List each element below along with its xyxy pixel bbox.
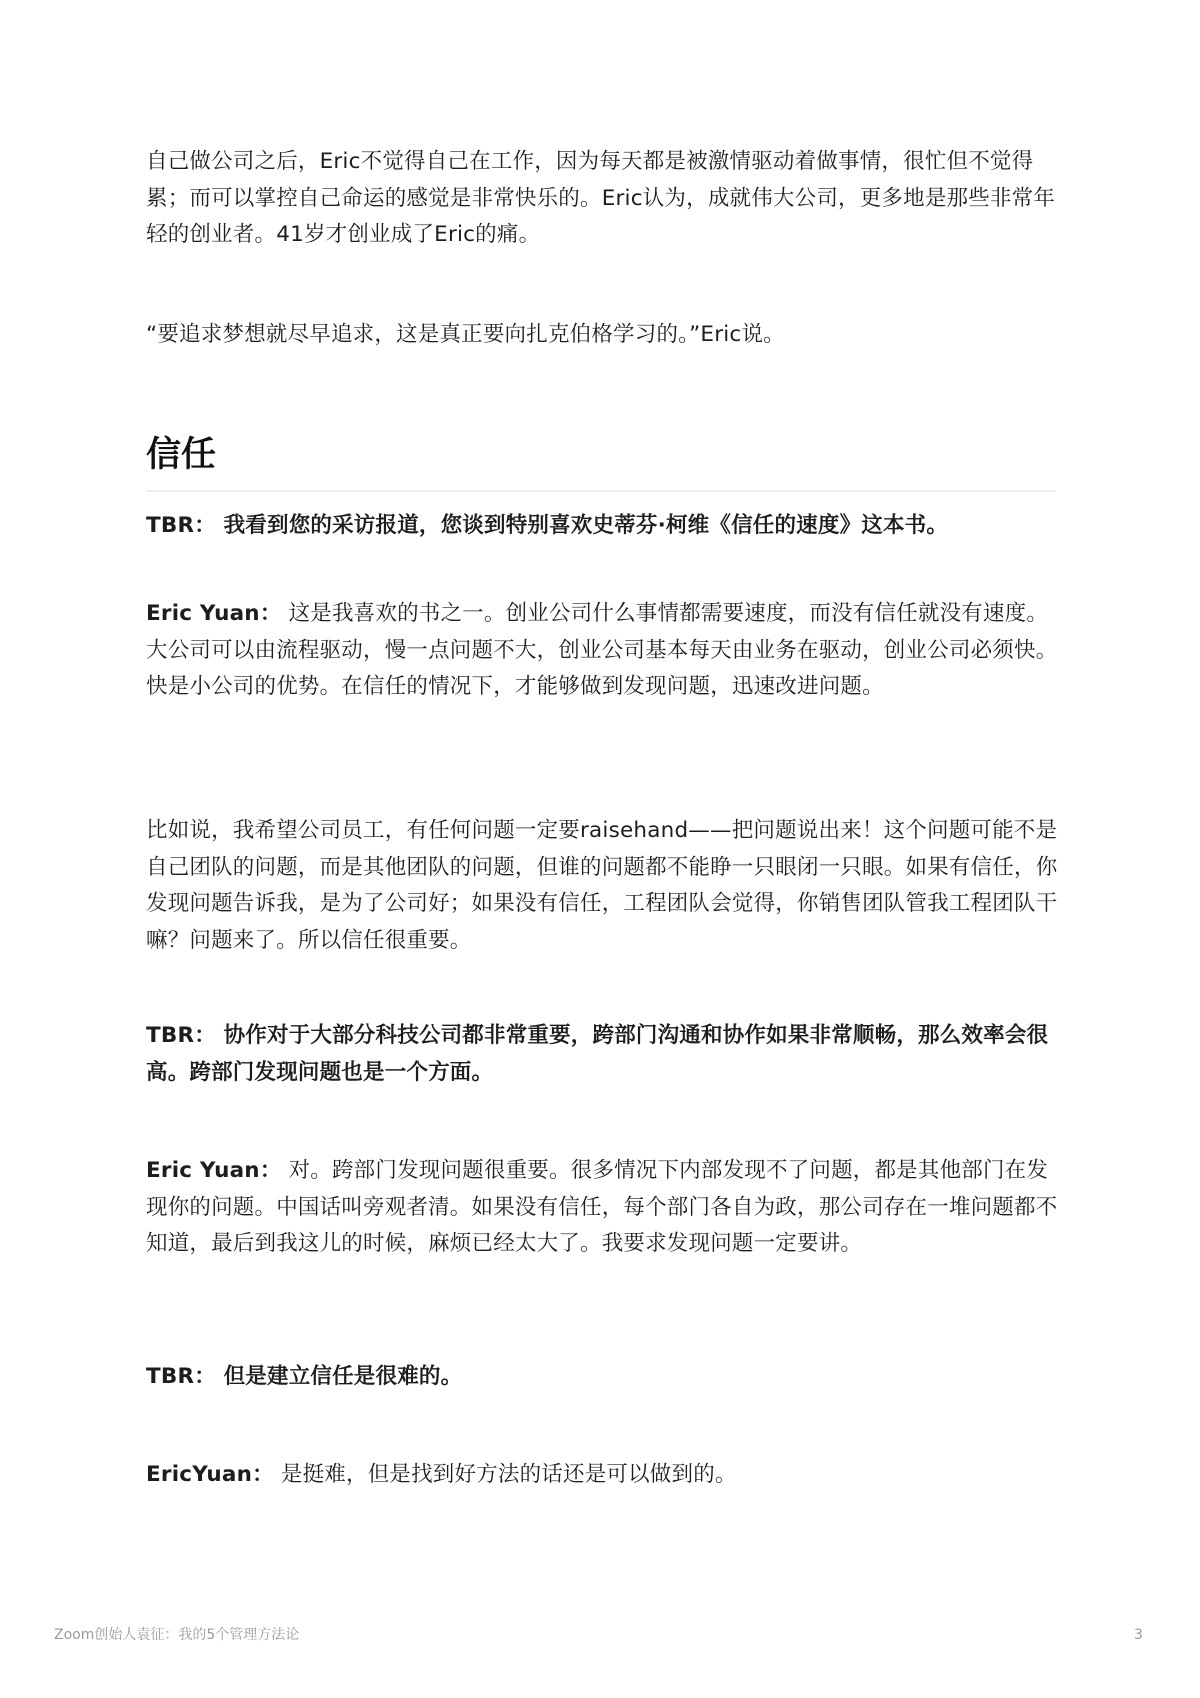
- speaker-label: Eric Yuan：: [146, 1158, 282, 1183]
- footer-page-number: 3: [1134, 1627, 1143, 1643]
- dialogue-answer-continued: [146, 813, 1058, 959]
- dialogue-text: 我看到您的采访报道，您谈到特别喜欢史蒂芬·柯维《信任的速度》这本书。: [223, 513, 949, 538]
- dialogue-text: 协作对于大部分科技公司都非常重要，跨部门沟通和协作如果非常顺畅，那么效率会很高。跨部门发现问题也是一个方面。: [146, 1023, 1049, 1085]
- dialogue-answer: [146, 1153, 1058, 1263]
- speaker-label: TBR：: [146, 1023, 216, 1048]
- dialogue-answer: [146, 596, 1058, 706]
- section-heading: 信任: [146, 435, 217, 475]
- quote-paragraph: “要追求梦想就尽早追求，这是真正要向扎克伯格学习的。”Eric说。: [146, 322, 785, 347]
- dialogue-question: [146, 1359, 1058, 1396]
- dialogue-text: 但是建立信任是很难的。: [223, 1364, 463, 1389]
- speaker-label: TBR：: [146, 1364, 216, 1389]
- dialogue-answer: [146, 1457, 1058, 1494]
- dialogue-question: [146, 508, 1058, 545]
- speaker-label: TBR：: [146, 513, 216, 538]
- dialogue-text: 比如说，我希望公司员工，有任何问题一定要raisehand——把问题说出来！这个问题可能不是自己团队的问题，而是其他团队的问题，但谁的问题都不能睁一只眼闭一只眼。如果有信任，你发现问题告诉我，是为了公司好；如果没有信任，工程团队会觉得，你销售团队管我工程团队干嘛？问题来了。所以信任很重要。: [146, 818, 1058, 953]
- speaker-label: Eric Yuan：: [146, 601, 282, 626]
- dialogue-question: [146, 1018, 1058, 1091]
- footer-document-title: Zoom创始人袁征：我的5个管理方法论: [54, 1627, 300, 1643]
- dialogue-text: 是挺难，但是找到好方法的话还是可以做到的。: [280, 1462, 737, 1487]
- intro-paragraph: 自己做公司之后，Eric不觉得自己在工作，因为每天都是被激情驱动着做事情，很忙但不觉得累；而可以掌控自己命运的感觉是非常快乐的。Eric认为，成就伟大公司，更多地是那些非常年轻的创业者。41岁才创业成了Eric的痛。: [146, 149, 1056, 247]
- dialogue-text: 这是我喜欢的书之一。创业公司什么事情都需要速度，而没有信任就没有速度。大公司可以由流程驱动，慢一点问题不大，创业公司基本每天由业务在驱动，创业公司必须快。快是小公司的优势。在信任的情况下，才能够做到发现问题，迅速改进问题。: [146, 601, 1058, 699]
- section-divider: [146, 490, 1056, 492]
- dialogue-text: 对。跨部门发现问题很重要。很多情况下内部发现不了问题，都是其他部门在发现你的问题。中国话叫旁观者清。如果没有信任，每个部门各自为政，那公司存在一堆问题都不知道，最后到我这儿的时候，麻烦已经太大了。我要求发现问题一定要讲。: [146, 1158, 1058, 1256]
- speaker-label: EricYuan：: [146, 1462, 274, 1487]
